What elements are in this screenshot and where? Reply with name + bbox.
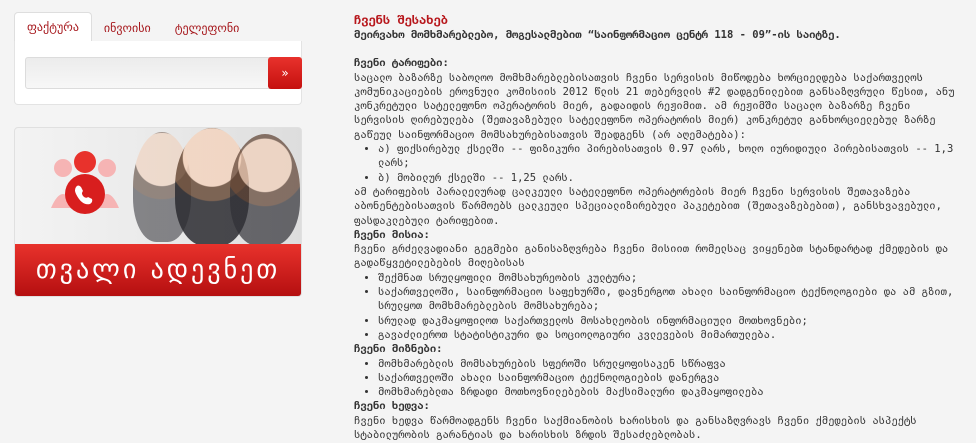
tab-invoice[interactable]: ინვოისი [103, 21, 151, 35]
list-item: • შექმნათ სრულყოფილი მომსახურეობის კულტურა; [378, 271, 964, 285]
list-item: • საქართველოში, საინფორმაციო საფეხურში, დავნერგოთ ახალი საინფორმაციო ტექნოლოგიები და ამ გზით, სრულყოთ მომხმარებლების მომსახურება; [378, 285, 964, 314]
mission-paragraph: ჩვენი გრძელვადიანი გეგმები განისაზღვრება ჩვენი მისიით რომელსაც ვიყენებთ სტანდარტად ქმედების და გადაწყვეტილებების მიღებისას [354, 243, 949, 270]
list-item: • სრულად დაკმაყოფილოთ საქართველოს მოსახლეობის ინფორმაციული მოთხოვნები; [378, 314, 964, 328]
tariffs-paragraph: საცალო ბაზარზე საბოლოო მომხმარებლებისათვის ჩვენი სერვისის მიწოდება ხორციელდება საქართველოს კომუნიკაციების ეროვნული კომისიის 2012 წლის 21 თებერვლის #2 დადგენილებით განსაზღვრული წესით, ანუ კონკრეტული სატელეფონო ოპერატორის მიერ, გადაიდის რეჟიმით. ამ რეჟიმში საცალო ბაზარზე ჩვენი სერვისის ღირებულება (შეთავაზებული სატელეფონო ოპერატორის მიერ) კონკრეტულ განხორციელებულ ზარზე გაწეულ საინფორმაციო მომსახურებისათვის შეადგენს (არ აღემატება): [354, 71, 955, 141]
tab-invoice-factura[interactable]: ფაქტურა [14, 12, 92, 41]
arrow-right-icon: » [281, 66, 289, 80]
page-title: ჩვენს შესახებ [354, 13, 448, 27]
vision-paragraph: ჩვენი ხედვა წარმოადგენს ჩვენი საქმიანობის ხარისხის და განსაზღვრავს ჩვენი ქმედების ასპექტს სტაბილურობის გარანტიას და ხარისხის ზრდის შესაძლებლობას. [354, 414, 917, 442]
list-item: • ბ) მობილურ ქსელში -- 1,25 ლარს. [378, 171, 964, 185]
goals-list [354, 357, 964, 400]
promo-banner[interactable] [14, 127, 302, 297]
vision-heading: ჩვენი ხედვა: [354, 400, 430, 413]
goals-heading: ჩვენი მიზნები: [354, 343, 443, 356]
search-button[interactable] [268, 57, 302, 89]
mission-list [354, 271, 964, 342]
tariffs-paragraph-2: ამ ტარიფების პარალელურად ცალკეული სატელეფონო ოპერატორების მიერ ჩვენი სერვისის შეთავაზება აბონენტებისათვის წარმოებს ცალკეული სპეციალიზირებული პაკეტებით (შეთავაზებებით), განსხვავებული, ფასდაკლებული ტარიფებით. [354, 185, 942, 227]
page-subtitle: მეირვახო მომხმარებლებო, მოგესალმებით “საინფორმაციო ცენტრ 118 - 09”-ის საიტზე. [354, 29, 841, 41]
list-item: • ა) ფიქსირებულ ქსელში -- ფიზიკური პირებისათვის 0.97 ლარს, ხოლო იურიდიული პირებისათვის -- 1,3 ლარს; [378, 142, 964, 171]
search-tabs [14, 13, 302, 41]
operator-photo [230, 134, 300, 246]
banner-caption: თვალი ადევნეთ [15, 244, 301, 296]
search-panel [14, 41, 302, 105]
tab-phone[interactable]: ტელეფონი [174, 21, 240, 35]
list-item: • მომხმარებლის მომსახურების სფეროში სრულყოფისაკენ სწრაფვა [378, 357, 964, 371]
tariffs-heading: ჩვენი ტარიფები: [354, 57, 449, 70]
call-center-logo-icon [45, 148, 125, 220]
about-article [354, 12, 964, 442]
list-item: • მომხმარებლთა ზრდადი მოთხოვნილებების მაქსიმალური დაკმაყოფილება [378, 385, 964, 399]
list-item: • გავაძლიეროთ სტატისტიკური და სოციოლოგიური კვლევების მიმართულება. [378, 328, 964, 342]
search-input[interactable] [25, 57, 271, 89]
tariffs-list [354, 142, 964, 185]
list-item: • საქართველოში ახალი საინფორმაციო ტექნოლოგიების დანერგვა [378, 371, 964, 385]
mission-heading: ჩვენი მისია: [354, 228, 430, 241]
